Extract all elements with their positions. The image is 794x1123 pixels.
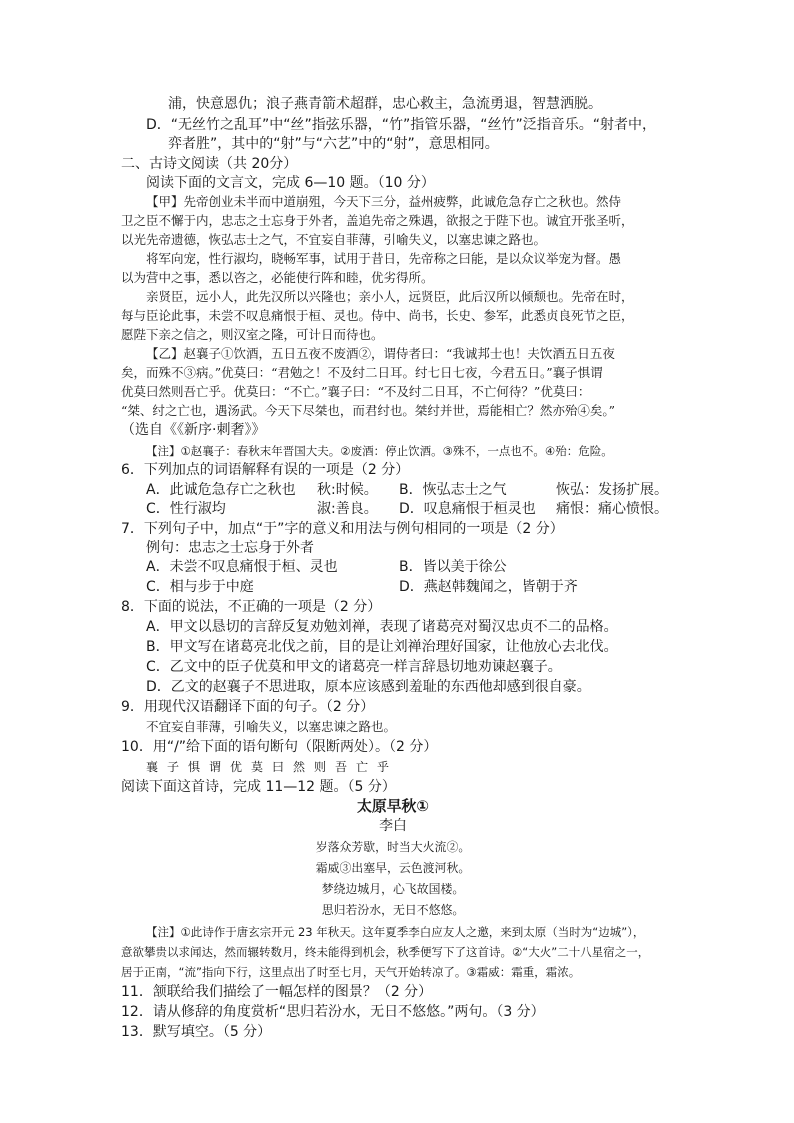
q6-option-a: A．此诚危急存亡之秋也 [146, 482, 296, 498]
question-9: 9．用现代汉语翻译下面的句子。（2 分） [121, 699, 375, 715]
question-8: 8．下面的说法，不正确的一项是（2 分） [121, 599, 382, 615]
passage-jia-line: 每与臣论此事，未尝不叹息痛恨于桓、灵也。侍中、尚书，长史、参军，此悉贞良死节之臣， [121, 308, 634, 323]
q8-option-a: A．甲文以恳切的言辞反复劝勉刘禅，表现了诸葛亮对蜀汉忠贞不二的品格。 [146, 619, 618, 635]
q8-option-d: D．乙文的赵襄子不思进取，原本应该感到羞耻的东西他却感到很自豪。 [146, 679, 591, 695]
question-10: 10．用“/”给下面的语句断句（限断两处）。（2 分） [121, 739, 438, 755]
q9-sentence: 不宜妄自菲薄，引喻失义，以塞忠谏之路也。 [146, 719, 397, 734]
passage-yi-line: 优莫曰然则吾亡乎。优莫曰：“不亡。”襄子曰：“不及纣二日耳，不亡何待？”优莫曰： [121, 384, 591, 399]
q8-option-b: B．甲文写在诸葛亮北伐之前，目的是让刘禅治理好国家，让他放心去北伐。 [146, 639, 618, 655]
q6-option-d: D．叹息痛恨于桓灵也 [399, 501, 536, 517]
q8-option-c: C．乙文中的臣子优莫和甲文的诸葛亮一样言辞恳切地劝谏赵襄子。 [146, 659, 562, 675]
poem-note: 意欲攀贵以求闻达，然而辗转数月，终未能得到机会，秋季便写下了这首诗。②“大火”二十八星宿之一， [121, 945, 650, 959]
option-d-continued: 弈者胜”，其中的“射”与“六艺”中的“射”，意思相同。 [168, 136, 499, 152]
q7-option-c: C．相与步于中庭 [146, 579, 254, 595]
poem-instruction: 阅读下面这首诗，完成 11—12 题。（5 分） [121, 779, 396, 795]
option-d: D．“无丝竹之乱耳”中“丝”指弦乐器，“竹”指管乐器，“丝竹”泛指音乐。“射者中， [146, 117, 657, 133]
poem-note: 【注】①此诗作于唐玄宗开元 23 年秋天。这年夏季李白应友人之邀，来到太原（当时为“边城”）， [146, 925, 645, 939]
question-7: 7．下列句子中，加点“于”字的意义和用法与例句相同的一项是（2 分） [121, 521, 564, 537]
passage-jia-line: 卫之臣不懈于内，忠志之士忘身于外者，盖追先帝之殊遇，欲报之于陛下也。诚宜开张圣听， [121, 213, 634, 228]
q6-option-c: C．性行淑均 [146, 501, 226, 517]
question-6: 6．下列加点的词语解释有误的一项是（2 分） [121, 462, 410, 478]
question-11: 11．颔联给我们描绘了一幅怎样的图景？（2 分） [121, 984, 433, 1000]
q7-example: 例句：忠志之士忘身于外者 [146, 540, 314, 556]
poem-title: 太原早秋① [357, 797, 429, 815]
poem-line: 梦绕边城月，心飞故国楼。 [321, 882, 465, 896]
passage-jia-line: 将军向宠，性行淑均，晓畅军事，试用于昔日，先帝称之曰能，是以众议举宠为督。愚 [146, 251, 622, 266]
q7-option-a: A．未尝不叹息痛恨于桓、灵也 [146, 559, 338, 575]
q7-option-b: B．皆以美于徐公 [399, 559, 507, 575]
passage-jia-line: 愿陛下亲之信之，则汉室之隆，可计日而待也。 [121, 327, 384, 342]
passage-jia-line: 【甲】先帝创业未半而中道崩殂，今天下三分，益州疲弊，此诚危急存亡之秋也。然侍 [146, 194, 622, 209]
passage-notes: 【注】①赵襄子：春秋末年晋国大夫。②废酒：停止饮酒。③殊不，一点也不。④殆：危险。 [146, 444, 613, 458]
poem-line: 思归若汾水，无日不悠悠。 [321, 903, 465, 917]
passage-jia-line: 以为营中之事，悉以咨之，必能使行阵和睦，优劣得所。 [121, 270, 434, 285]
q6-option-c-gloss: 淑:善良。 [317, 501, 378, 517]
q6-option-a-gloss: 秋:时候。 [317, 482, 378, 498]
reading-instruction: 阅读下面的文言文，完成 6—10 题。（10 分） [146, 175, 435, 191]
question-13: 13．默写填空。（5 分） [121, 1024, 272, 1040]
passage-yi-line: “桀、纣之亡也，遇汤武。今天下尽桀也，而君纣也。桀纣并世，焉能相亡？然亦殆④矣。” [121, 403, 616, 418]
q6-option-b-gloss: 恢弘：发扬扩展。 [556, 482, 668, 498]
passage-jia-line: 亲贤臣，远小人，此先汉所以兴隆也；亲小人，远贤臣，此后汉所以倾颓也。先帝在时， [146, 289, 634, 304]
passage-yi-line: 矣，而殊不③病。”优莫曰：“君勉之！不及纣二日耳。纣七日七夜，今君五日。”襄子惧谓 [121, 365, 603, 380]
poem-line: 霜威③出塞早，云色渡河秋。 [315, 861, 471, 875]
passage-source: （选自《《新序·刺奢》》 [121, 422, 266, 438]
q6-option-b: B．恢弘志士之气 [399, 482, 507, 498]
q10-sentence: 襄子惧谓优莫曰然则吾亡乎 [146, 760, 399, 774]
question-12: 12．请从修辞的角度赏析“思归若汾水，无日不悠悠。”两句。（3 分） [121, 1004, 545, 1020]
q7-option-d: D．燕赵韩魏闻之，皆朝于齐 [399, 579, 578, 595]
section-heading: 二、古诗文阅读（共 20分） [121, 156, 298, 172]
option-c-continued: 浦，快意恩仇；浪子燕青箭术超群，忠心救主，急流勇退，智慧洒脱。 [168, 96, 602, 112]
poem-note: 居于正南，“流”指向下行，这里点出了时至七月，天气开始转凉了。③霜威：霜重，霜浓。 [121, 965, 581, 979]
poem-author: 李白 [379, 818, 407, 834]
passage-yi-line: 【乙】赵襄子①饮酒，五日五夜不废酒②，谓侍者曰：“我诚邦士也！夫饮酒五日五夜 [146, 346, 615, 361]
passage-jia-line: 以光先帝遗德，恢弘志士之气，不宜妄自菲薄，引喻失义，以塞忠谏之路也。 [121, 232, 547, 247]
q6-option-d-gloss: 痛恨：痛心愤恨。 [556, 501, 668, 517]
poem-line: 岁落众芳歇，时当大火流②。 [315, 840, 471, 854]
